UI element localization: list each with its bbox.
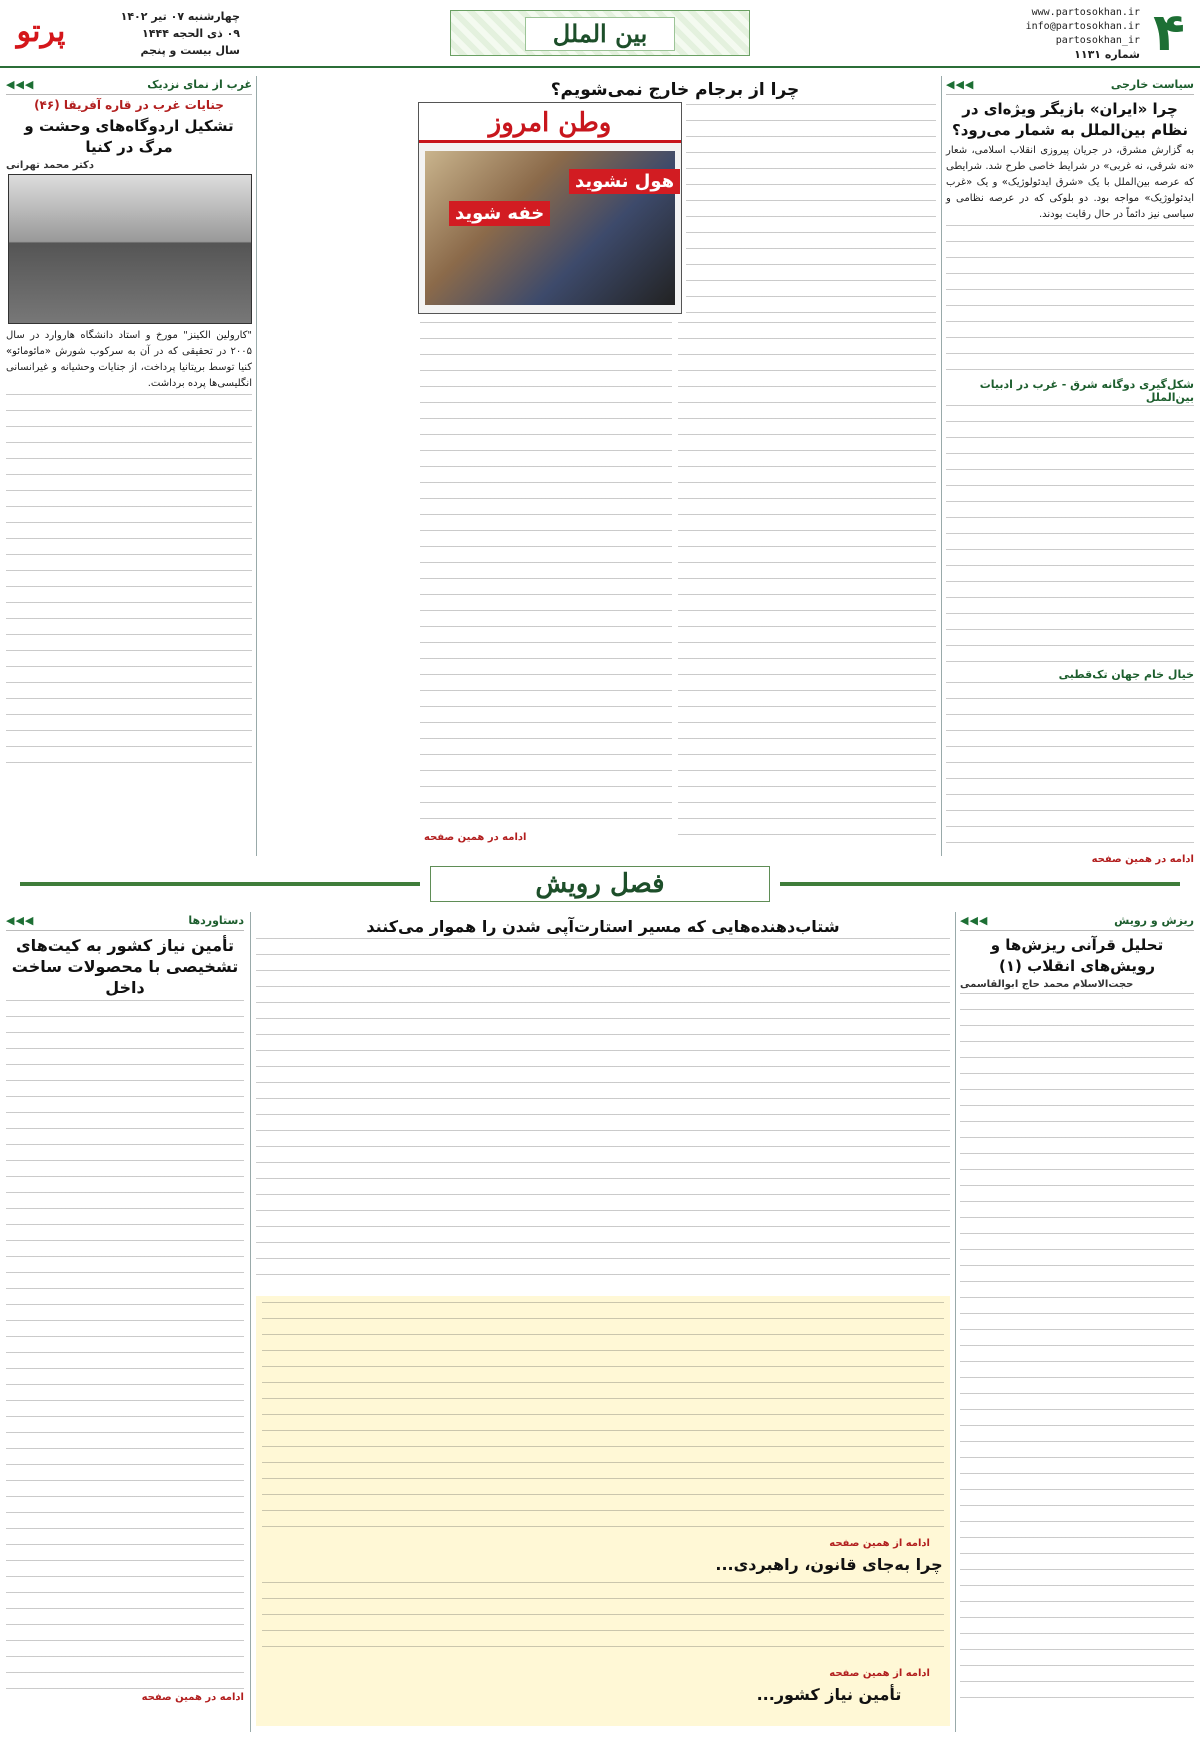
bottom-center-title[interactable]: شتاب‌دهنده‌هایی که مسیر استارت‌آپی شدن را هموار می‌کنند: [366, 917, 840, 936]
section-title: بین الملل: [525, 17, 675, 51]
bottom-right-kicker: ریزش و رویش ◀◀◀: [960, 912, 1194, 931]
page-number: ۴: [1153, 3, 1185, 63]
bottom-left-title[interactable]: تأمین نیاز کشور به کیت‌های تشخیصی با محصولات ساخت داخل: [11, 936, 239, 997]
banner-title: فصل رویش: [430, 866, 770, 902]
top-right-article: [946, 76, 1194, 865]
top-left-quote: "کارولین الکینز" مورخ و استاد دانشگاه هاروارد در سال ۲۰۰۵ در تحقیقی که در آن به سرکوب شورش «مائومائو» کنیا توسط بریتانیا پرداخت، از جنایات وحشیانه و غیرانسانی انگلیسی‌ها پرده برداشت.: [6, 330, 252, 389]
bottom-left-article: [6, 912, 244, 1732]
column-divider: [941, 76, 942, 856]
text-lines: [256, 938, 950, 1288]
section-banner: [0, 862, 1200, 906]
cover-logo: وطن امروز: [419, 103, 681, 143]
cover-subheadline: خفه شوید: [449, 201, 550, 226]
top-left-kicker: غرب از نمای نزدیک ◀◀◀: [6, 76, 252, 95]
cover-headline: هول نشوید: [569, 169, 680, 194]
top-right-kicker: سیاست خارجی ◀◀◀: [946, 76, 1194, 95]
top-left-title[interactable]: تشکیل اردوگاه‌های وحشت و مرگ در کنیا: [24, 117, 234, 156]
top-right-subhead-1: شکل‌گیری دوگانه شرق - غرب در ادبیات بین‌الملل: [979, 378, 1194, 404]
social-handle[interactable]: partosokhan_ir: [1055, 35, 1140, 46]
masthead: [0, 0, 1200, 68]
issue-number: شماره ۱۱۳۱: [1074, 48, 1140, 61]
text-lines: [946, 682, 1194, 852]
bottom-right-title[interactable]: تحلیل قرآنی ریزش‌ها و رویش‌های انقلاب (۱): [990, 936, 1164, 975]
top-left-article: [6, 76, 252, 856]
continued-box-title[interactable]: چرا به‌جای قانون، راهبردی...: [715, 1555, 943, 1574]
newspaper-logo[interactable]: پرتو: [16, 14, 66, 49]
continued-box-title-2[interactable]: تأمین نیاز کشور...: [756, 1685, 902, 1704]
top-right-intro: به گزارش مشرق، در جریان پیروزی انقلاب اسلامی، شعار «نه شرقی، نه غربی» در شرایط خاصی طرح شد. شرایطی که عرصه بین‌الملل با یک «شرق ایدئولوژیک» و یک «غرب ایدئولوژیک» مواجه بود. دو بلوکی که در عرصه نظامی و سیاسی نیز دائماً در حال رقابت بودند.: [946, 145, 1194, 220]
dates-block: [80, 8, 240, 59]
column-divider: [955, 912, 956, 1732]
text-lines: [6, 394, 252, 774]
top-center-article: [414, 76, 936, 856]
banner-ornament: [780, 882, 1180, 886]
continue-label: ادامه از همین صفحه: [829, 1538, 930, 1549]
text-lines: [262, 1582, 944, 1662]
text-lines: [6, 1000, 244, 1690]
banner-ornament: [20, 882, 420, 886]
continue-link[interactable]: ادامه در همین صفحه: [424, 832, 527, 843]
date-lunar: ۰۹ ذی الحجه ۱۴۴۴: [142, 27, 240, 40]
continue-link[interactable]: ادامه در همین صفحه: [1091, 854, 1194, 865]
bottom-right-article: [960, 912, 1194, 1732]
text-lines: [686, 104, 936, 314]
bottom-right-author: حجت‌الاسلام محمد حاج ابوالقاسمی: [960, 979, 1134, 990]
top-left-series: جنایات غرب در قاره آفریقا (۴۶): [34, 98, 224, 112]
newspaper-cover-image: [418, 102, 682, 314]
column-divider: [256, 76, 257, 856]
bottom-left-kicker: دستاوردها ◀◀◀: [6, 912, 244, 931]
top-right-title[interactable]: چرا «ایران» بازیگر ویژه‌ای در نظام بین‌الملل به شمار می‌رود؟: [952, 100, 1188, 139]
section-title-frame: [450, 10, 750, 56]
historical-camp-photo: [8, 174, 252, 324]
top-left-author: دکتر محمد تهرانی: [6, 160, 94, 171]
text-lines: [262, 1302, 944, 1532]
email-link[interactable]: info@partosokhan.ir: [1025, 21, 1140, 32]
contact-block: [1000, 6, 1140, 61]
top-right-subhead-2: خیال خام جهان تک‌قطبی: [1058, 668, 1194, 681]
website-link[interactable]: www.partosokhan.ir: [1031, 7, 1140, 18]
text-lines: [678, 322, 936, 842]
text-lines: [946, 225, 1194, 375]
text-lines: [946, 405, 1194, 665]
year-label: سال بیست و پنجم: [140, 44, 240, 57]
text-lines: [420, 322, 672, 822]
column-divider: [250, 912, 251, 1732]
bottom-center-article: [256, 912, 950, 1732]
date-solar: چهارشنبه ۰۷ تیر ۱۴۰۲: [120, 10, 240, 23]
text-lines: [960, 993, 1194, 1713]
continue-label: ادامه از همین صفحه: [829, 1668, 930, 1679]
top-center-title[interactable]: چرا از برجام خارج نمی‌شویم؟: [550, 80, 800, 100]
continue-link[interactable]: ادامه در همین صفحه: [141, 1692, 244, 1703]
continued-box: [256, 1296, 950, 1726]
